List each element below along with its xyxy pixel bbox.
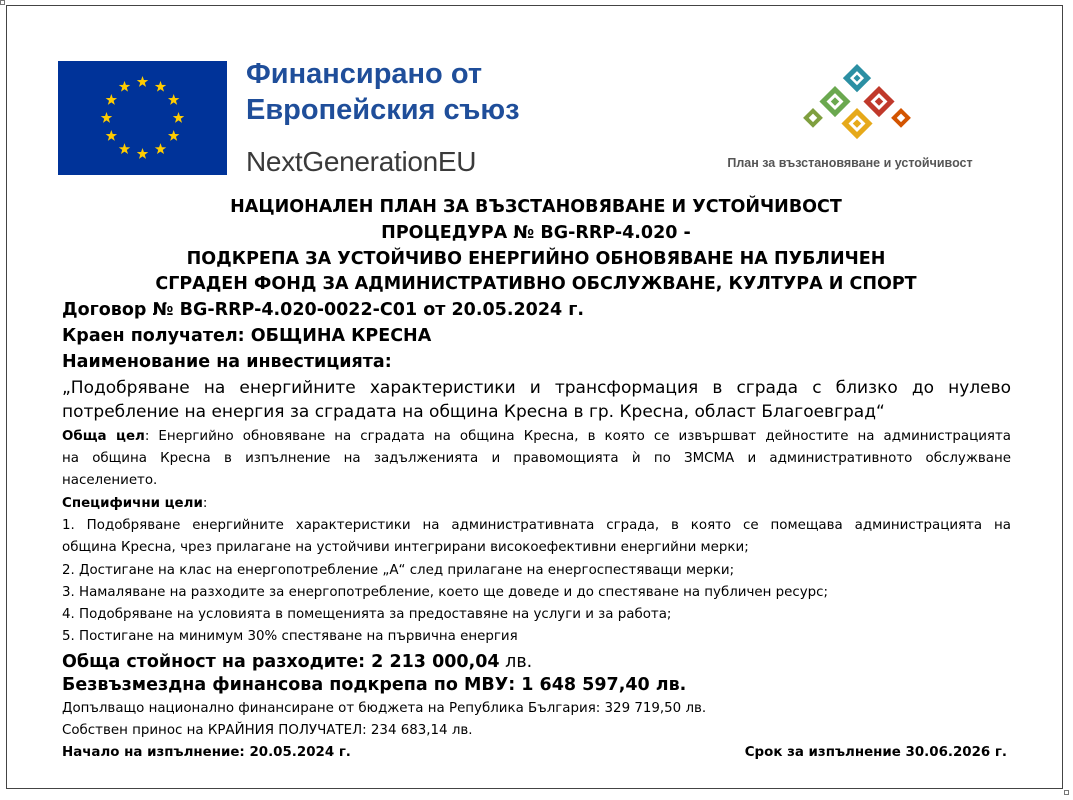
eu-star-icon	[106, 94, 117, 105]
specific-goals-label: Специфични цели	[62, 496, 203, 511]
investment-name	[62, 376, 1011, 424]
eu-star-icon	[173, 112, 184, 123]
total-cost	[62, 650, 532, 674]
eu-line-1: Финансирано от	[246, 58, 483, 90]
specific-goal-2: 2. Достигане на клас на енергопотребление „А“ след прилагане на енергоспестяващи мерки;	[62, 563, 735, 578]
beneficiary: Краен получател: ОБЩИНА КРЕСНА	[62, 326, 432, 346]
recovery-plan-logo-icon	[795, 56, 917, 160]
specific-goal-1-line-1: 1. Подобряване енергийните характеристики на административната сграда, в която се помещава администрацията на	[62, 518, 1011, 533]
general-goal	[62, 426, 1011, 492]
eu-star-icon	[106, 130, 117, 141]
eu-star-icon	[119, 143, 130, 154]
title-line-1: НАЦИОНАЛЕН ПЛАН ЗА ВЪЗСТАНОВЯВАНЕ И УСТОЙЧИВОСТ	[230, 197, 842, 217]
general-goal-text-1: : Енергийно обновяване на сградата на община Кресна, в която се извършват дейностите на администрацията	[144, 429, 1011, 444]
title-line-3: ПОДКРЕПА ЗА УСТОЙЧИВО ЕНЕРГИЙНО ОБНОВЯВАНЕ НА ПУБЛИЧЕН	[186, 249, 886, 269]
specific-goal-5: 5. Постигане на минимум 30% спестяване на първична енергия	[62, 629, 518, 644]
contract-number: Договор № BG-RRP-4.020-0022-C01 от 20.05.2024 г.	[62, 300, 585, 320]
specific-goal-4: 4. Подобряване на условията в помещенията за предоставяне на услуги и за работа;	[62, 607, 672, 622]
resize-handle-bottom-right[interactable]	[1064, 790, 1069, 795]
next-generation-eu: NextGenerationEU	[246, 146, 477, 177]
eu-star-icon	[137, 148, 148, 159]
general-goal-line-2: на община Кресна в изпълнение на задълженията и правомощията ѝ по ЗМСМА и административното обслужване	[62, 451, 1011, 466]
own-contribution: Собствен принос на КРАЙНИЯ ПОЛУЧАТЕЛ: 234 683,14 лв.	[62, 723, 473, 738]
general-goal-line-1	[62, 426, 1011, 448]
title-line-2: ПРОЦЕДУРА № BG-RRP-4.020 -	[381, 223, 691, 243]
eu-star-icon	[168, 130, 179, 141]
eu-star-icon	[168, 94, 179, 105]
eu-flag-logo	[58, 61, 227, 175]
eu-funding-text	[246, 56, 520, 128]
specific-goal-1	[62, 515, 1011, 559]
specific-goals-colon: :	[202, 496, 208, 511]
title-line-4: СГРАДЕН ФОНД ЗА АДМИНИСТРАТИВНО ОБСЛУЖВАНЕ, КУЛТУРА И СПОРТ	[155, 274, 917, 294]
national-cofinancing: Допълващо национално финансиране от бюджета на Република България: 329 719,50 лв.	[62, 701, 707, 716]
start-date: Начало на изпълнение: 20.05.2024 г.	[62, 745, 351, 760]
investment-line-1: „Подобряване на енергийните характеристики и трансформация в сграда с близко до нулево	[62, 378, 1011, 398]
investment-heading: Наименование на инвестицията:	[62, 352, 392, 372]
investment-line-2: потребление на енергия за сградата на община Кресна в гр. Кресна, област Благоевград“	[62, 402, 885, 422]
total-cost-value: Обща стойност на разходите: 2 213 000,04	[62, 652, 500, 672]
recovery-plan-caption: План за възстановяване и устойчивост	[727, 156, 973, 170]
specific-goal-3: 3. Намаляване на разходите за енергопотребление, което ще доведе и до спестяване на публичен ресурс;	[62, 585, 829, 600]
total-cost-unit: лв.	[499, 652, 533, 672]
eu-line-2: Европейския съюз	[246, 94, 520, 126]
eu-star-icon	[155, 81, 166, 92]
general-goal-line-3: населението.	[62, 473, 158, 488]
eu-star-icon	[101, 112, 112, 123]
end-date: Срок за изпълнение 30.06.2026 г.	[744, 745, 1007, 760]
specific-goals-heading	[62, 493, 207, 515]
specific-goal-1-line-2: община Кресна, чрез прилагане на устойчиви интегрирани високоефективни енергийни мерки;	[62, 540, 749, 555]
eu-star-icon	[119, 81, 130, 92]
grant-amount: Безвъзмездна финансова подкрепа по МВУ: 1 648 597,40 лв.	[62, 675, 687, 695]
eu-stars-icon	[58, 61, 227, 175]
eu-star-icon	[155, 143, 166, 154]
resize-handle-top-left[interactable]	[0, 0, 5, 5]
eu-star-icon	[137, 76, 148, 87]
general-goal-label: Обща цел	[62, 429, 145, 444]
